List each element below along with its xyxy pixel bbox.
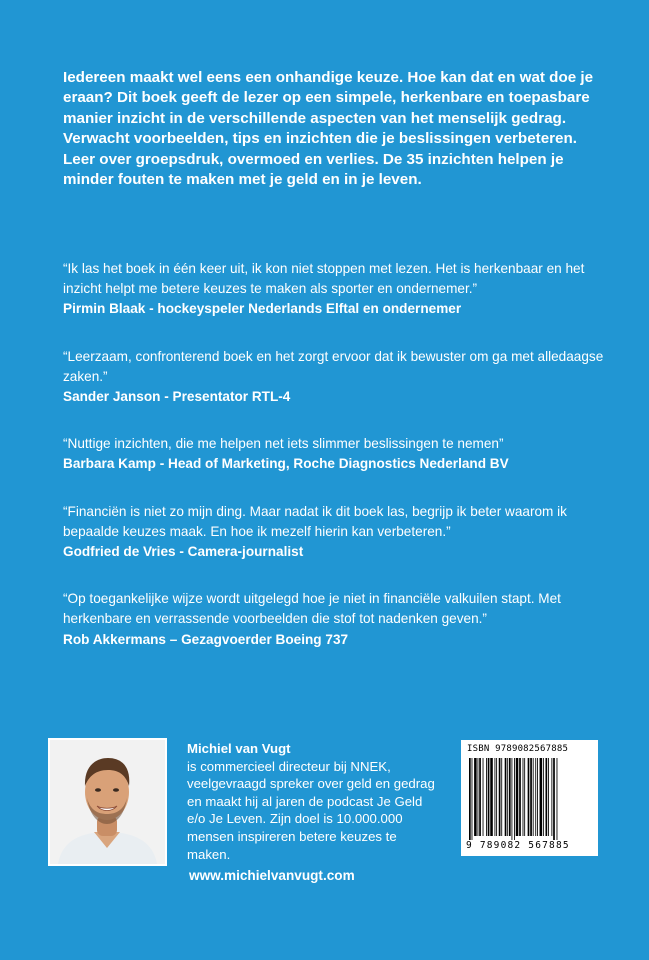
blurb-paragraph: Iedereen maakt wel eens een onhandige keuze. Hoe kan dat en wat doe je eraan? Dit boek geeft de lezer op een simpele, herkenbare en toepasbare manier inzicht in de verschillende aspecten van het menselijk gedrag. [63, 69, 594, 127]
barcode-bar [548, 758, 549, 836]
testimonial-text: “Nuttige inzichten, die me helpen net iets slimmer beslissingen te nemen” [63, 436, 504, 452]
barcode-bar [557, 758, 558, 840]
testimonial-attribution: Rob Akkermans – Gezagvoerder Boeing 737 [63, 631, 349, 647]
testimonial-text: “Ik las het boek in één keer uit, ik kon niet stoppen met lezen. Het is herkenbaar en het inzicht helpt me betere keuzes te maken als sporter en ondernemer.” [63, 261, 585, 297]
author-info [187, 740, 437, 863]
barcode-bar [523, 758, 524, 836]
barcode-bar [509, 758, 511, 836]
barcode-bar [530, 758, 532, 836]
barcode-bar [472, 758, 473, 840]
barcode-bar [524, 758, 525, 836]
barcode-bar [501, 758, 502, 836]
barcode-bar [496, 758, 497, 836]
testimonial [63, 589, 608, 650]
testimonial-attribution: Godfried de Vries - Camera-journalist [63, 544, 304, 560]
barcode-bar [537, 758, 538, 836]
testimonial [63, 434, 608, 474]
testimonial [63, 502, 608, 563]
testimonial [63, 259, 608, 320]
author-website-link[interactable]: www.michielvanvugt.com [189, 868, 355, 883]
testimonial-text: “Op toegankelijke wijze wordt uitgelegd hoe je niet in financiële valkuilen stapt. Met herkenbare en verrassende voorbeelden die stof tot nadenken geven.” [63, 591, 561, 627]
barcode-digits: 9 789082 567885 [466, 840, 570, 851]
barcode-bars [467, 758, 592, 840]
barcode-bar [540, 758, 543, 836]
barcode-bar [514, 758, 515, 840]
barcode-bar [528, 758, 530, 836]
isbn-barcode [461, 740, 598, 856]
barcode-bar [469, 758, 471, 840]
barcode-bar [543, 758, 544, 836]
barcode-bar [490, 758, 493, 836]
barcode-bar [505, 758, 507, 836]
barcode-bar [483, 758, 484, 836]
testimonial-attribution: Pirmin Blaak - hockeyspeler Nederlands Elftal en ondernemer [63, 301, 462, 317]
barcode-bar [499, 758, 501, 836]
barcode-bar [553, 758, 555, 840]
barcode-bar [533, 758, 534, 836]
isbn-label: ISBN 9789082567885 [467, 744, 569, 754]
barcode-bar [478, 758, 479, 836]
barcode-bar [551, 758, 552, 836]
barcode-bar [546, 758, 548, 836]
testimonial-attribution: Barbara Kamp - Head of Marketing, Roche Diagnostics Nederland BV [63, 456, 509, 472]
barcode-bar [474, 758, 477, 836]
testimonial-text: “Leerzaam, confronterend boek en het zorgt ervoor dat ik bewuster om ga met alledaagse zaken.” [63, 348, 604, 384]
barcode-bar [486, 758, 487, 836]
author-portrait-illustration [50, 740, 165, 864]
blurb-paragraph: Verwacht voorbeelden, tips en inzichten die je beslissingen verbeteren. Leer over groepsdruk, overmoed en verlies. De 35 inzichten helpen je minder fouten te maken met je geld en in je leven. [63, 130, 578, 189]
testimonial-attribution: Sander Janson - Presentator RTL-4 [63, 389, 291, 405]
author-bio: is commercieel directeur bij NNEK, veelgevraagd spreker over geld en gedrag en maakt hij al jaren de podcast Je Geld e/o Je Leven. Zijn doel is 10.000.000 mensen inspireren betere keuzes te maken. [187, 758, 435, 862]
barcode-bar [495, 758, 496, 836]
barcode-bar [479, 758, 481, 836]
barcode-bar [507, 758, 508, 836]
barcode-bar [535, 758, 536, 836]
barcode-bar [488, 758, 490, 836]
author-name: Michiel van Vugt [187, 741, 291, 756]
back-cover-blurb [63, 68, 603, 190]
barcode-bar [519, 758, 521, 836]
testimonial [63, 347, 608, 408]
author-photo [48, 738, 167, 866]
barcode-bar [516, 758, 519, 836]
testimonial-text: “Financiën is niet zo mijn ding. Maar nadat ik dit boek las, begrijp ik beter waarom ik bepaalde keuzes maak. En hoe ik mezelf hierin kan verbeteren.” [63, 503, 567, 539]
testimonials [63, 259, 608, 677]
barcode-bar [512, 758, 513, 840]
